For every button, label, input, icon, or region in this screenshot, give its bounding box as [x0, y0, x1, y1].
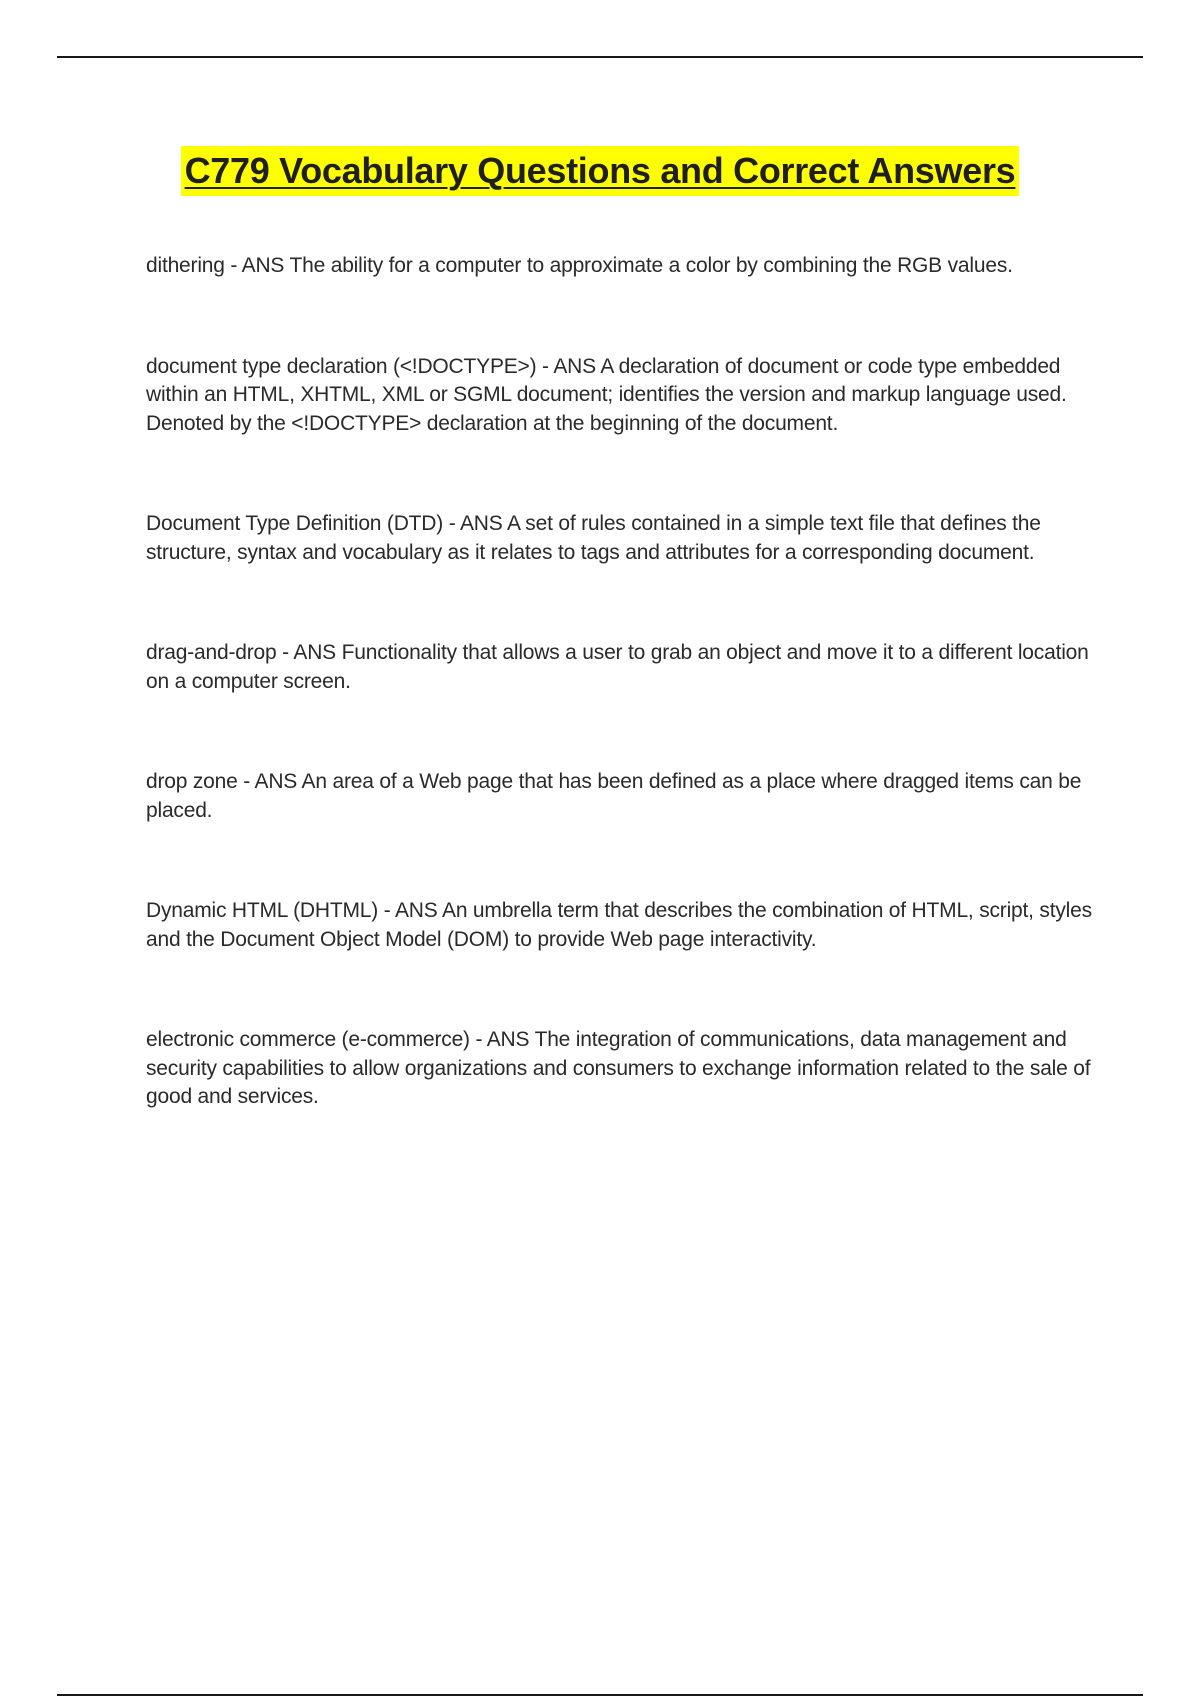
vocabulary-entry-dhtml: Dynamic HTML (DHTML) - ANS An umbrella term that describes the combination of HTML, script, styles and the Document Object Model (DOM) to provide Web page interactivity. — [146, 899, 1092, 951]
vocabulary-entry-e-commerce: electronic commerce (e-commerce) - ANS The integration of communications, data management and security capabilities to allow organizations and consumers to exchange information related to the sale of good and services. — [146, 1028, 1091, 1108]
vocabulary-entry-drop-zone: drop zone - ANS An area of a Web page that has been defined as a place where dragged items can be placed. — [146, 770, 1082, 822]
footer-divider — [57, 1694, 1143, 1696]
header-divider — [57, 56, 1143, 58]
vocabulary-entry-dithering: dithering - ANS The ability for a computer to approximate a color by combining the RGB values. — [146, 254, 1013, 277]
vocabulary-entry-doctype: document type declaration (<!DOCTYPE>) - ANS A declaration of document or code type embedded within an HTML, XHTML, XML or SGML document; identifies the version and markup language used. Denoted by the <!DOCTYPE> declaration at the beginning of the document. — [146, 354, 1067, 435]
page-title: C779 Vocabulary Questions and Correct Answers — [181, 146, 1020, 196]
title-container — [0, 146, 1200, 196]
vocabulary-list — [146, 252, 1096, 1184]
vocabulary-entry-dtd: Document Type Definition (DTD) - ANS A set of rules contained in a simple text file that defines the structure, syntax and vocabulary as it relates to tags and attributes for a corresponding document. — [146, 512, 1041, 564]
vocabulary-entry-drag-and-drop: drag-and-drop - ANS Functionality that allows a user to grab an object and move it to a different location on a computer screen. — [146, 641, 1089, 693]
